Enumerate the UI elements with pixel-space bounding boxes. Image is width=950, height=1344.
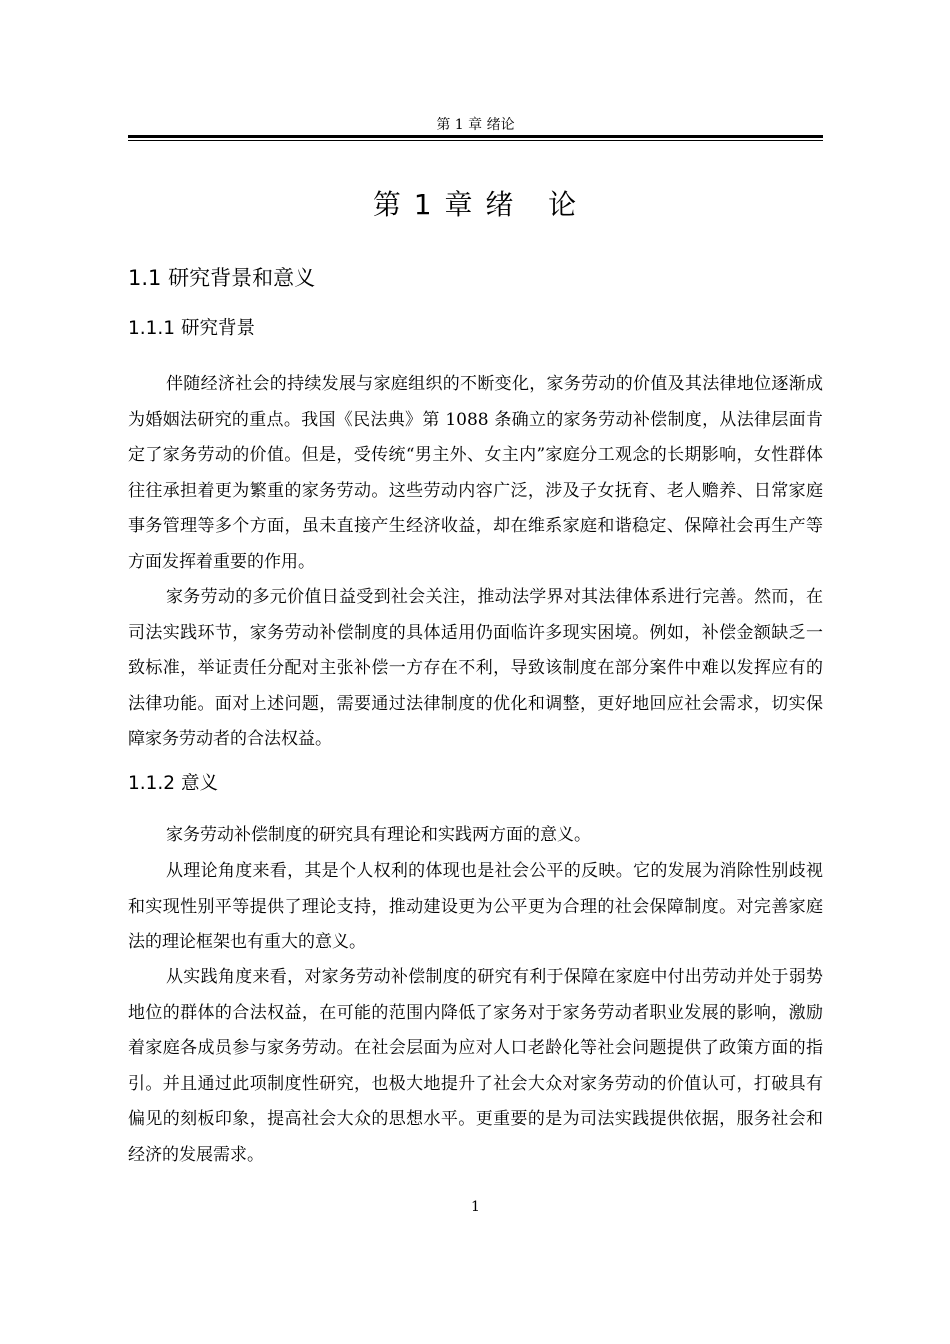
section-heading-1-1-1: 1.1.1 研究背景 <box>128 318 255 339</box>
header-rule-thin <box>128 140 823 141</box>
paragraph: 家务劳动的多元价值日益受到社会关注，推动法学界对其法律体系进行完善。然而，在司法实践环节，家务劳动补偿制度的具体适用仍面临许多现实困境。例如，补偿金额缺乏一致标准，举证责任分配对主张补偿一方存在不利，导致该制度在部分案件中难以发挥应有的法律功能。面对上述问题，需要通过法律制度的优化和调整，更好地回应社会需求，切实保障家务劳动者的合法权益。 <box>128 587 823 749</box>
running-header: 第 1 章 绪论 <box>436 117 515 133</box>
chapter-title: 第 1 章 绪 论 <box>372 188 579 221</box>
paragraph: 从理论角度来看，其是个人权利的体现也是社会公平的反映。它的发展为消除性别歧视和实现性别平等提供了理论支持，推动建设更为公平更为合理的社会保障制度。对完善家庭法的理论框架也有重大的意义。 <box>128 861 823 952</box>
section-heading-1-1: 1.1 研究背景和意义 <box>128 266 316 290</box>
header-rule-thick <box>128 135 823 138</box>
paragraph: 从实践角度来看，对家务劳动补偿制度的研究有利于保障在家庭中付出劳动并处于弱势地位的群体的合法权益，在可能的范围内降低了家务对于家务劳动者职业发展的影响，激励着家庭各成员参与家务劳动。在社会层面为应对人口老龄化等社会问题提供了政策方面的指引。并且通过此项制度性研究，也极大地提升了社会大众对家务劳动的价值认可，打破具有偏见的刻板印象，提高社会大众的思想水平。更重要的是为司法实践提供依据，服务社会和经济的发展需求。 <box>128 967 823 1165</box>
paragraph: 伴随经济社会的持续发展与家庭组织的不断变化，家务劳动的价值及其法律地位逐渐成为婚姻法研究的重点。我国《民法典》第 1088 条确立的家务劳动补偿制度，从法律层面肯定了家务劳动的价值。但是，受传统“男主外、女主内”家庭分工观念的长期影响，女性群体往往承担着更为繁重的家务劳动。这些劳动内容广泛，涉及子女抚育、老人赡养、日常家庭事务管理等多个方面，虽未直接产生经济收益，却在维系家庭和谐稳定、保障社会再生产等方面发挥着重要的作用。 <box>128 374 823 572</box>
page-number: 1 <box>471 1199 480 1215</box>
paragraph: 家务劳动补偿制度的研究具有理论和实践两方面的意义。 <box>166 825 591 845</box>
section-heading-1-1-2: 1.1.2 意义 <box>128 773 218 794</box>
